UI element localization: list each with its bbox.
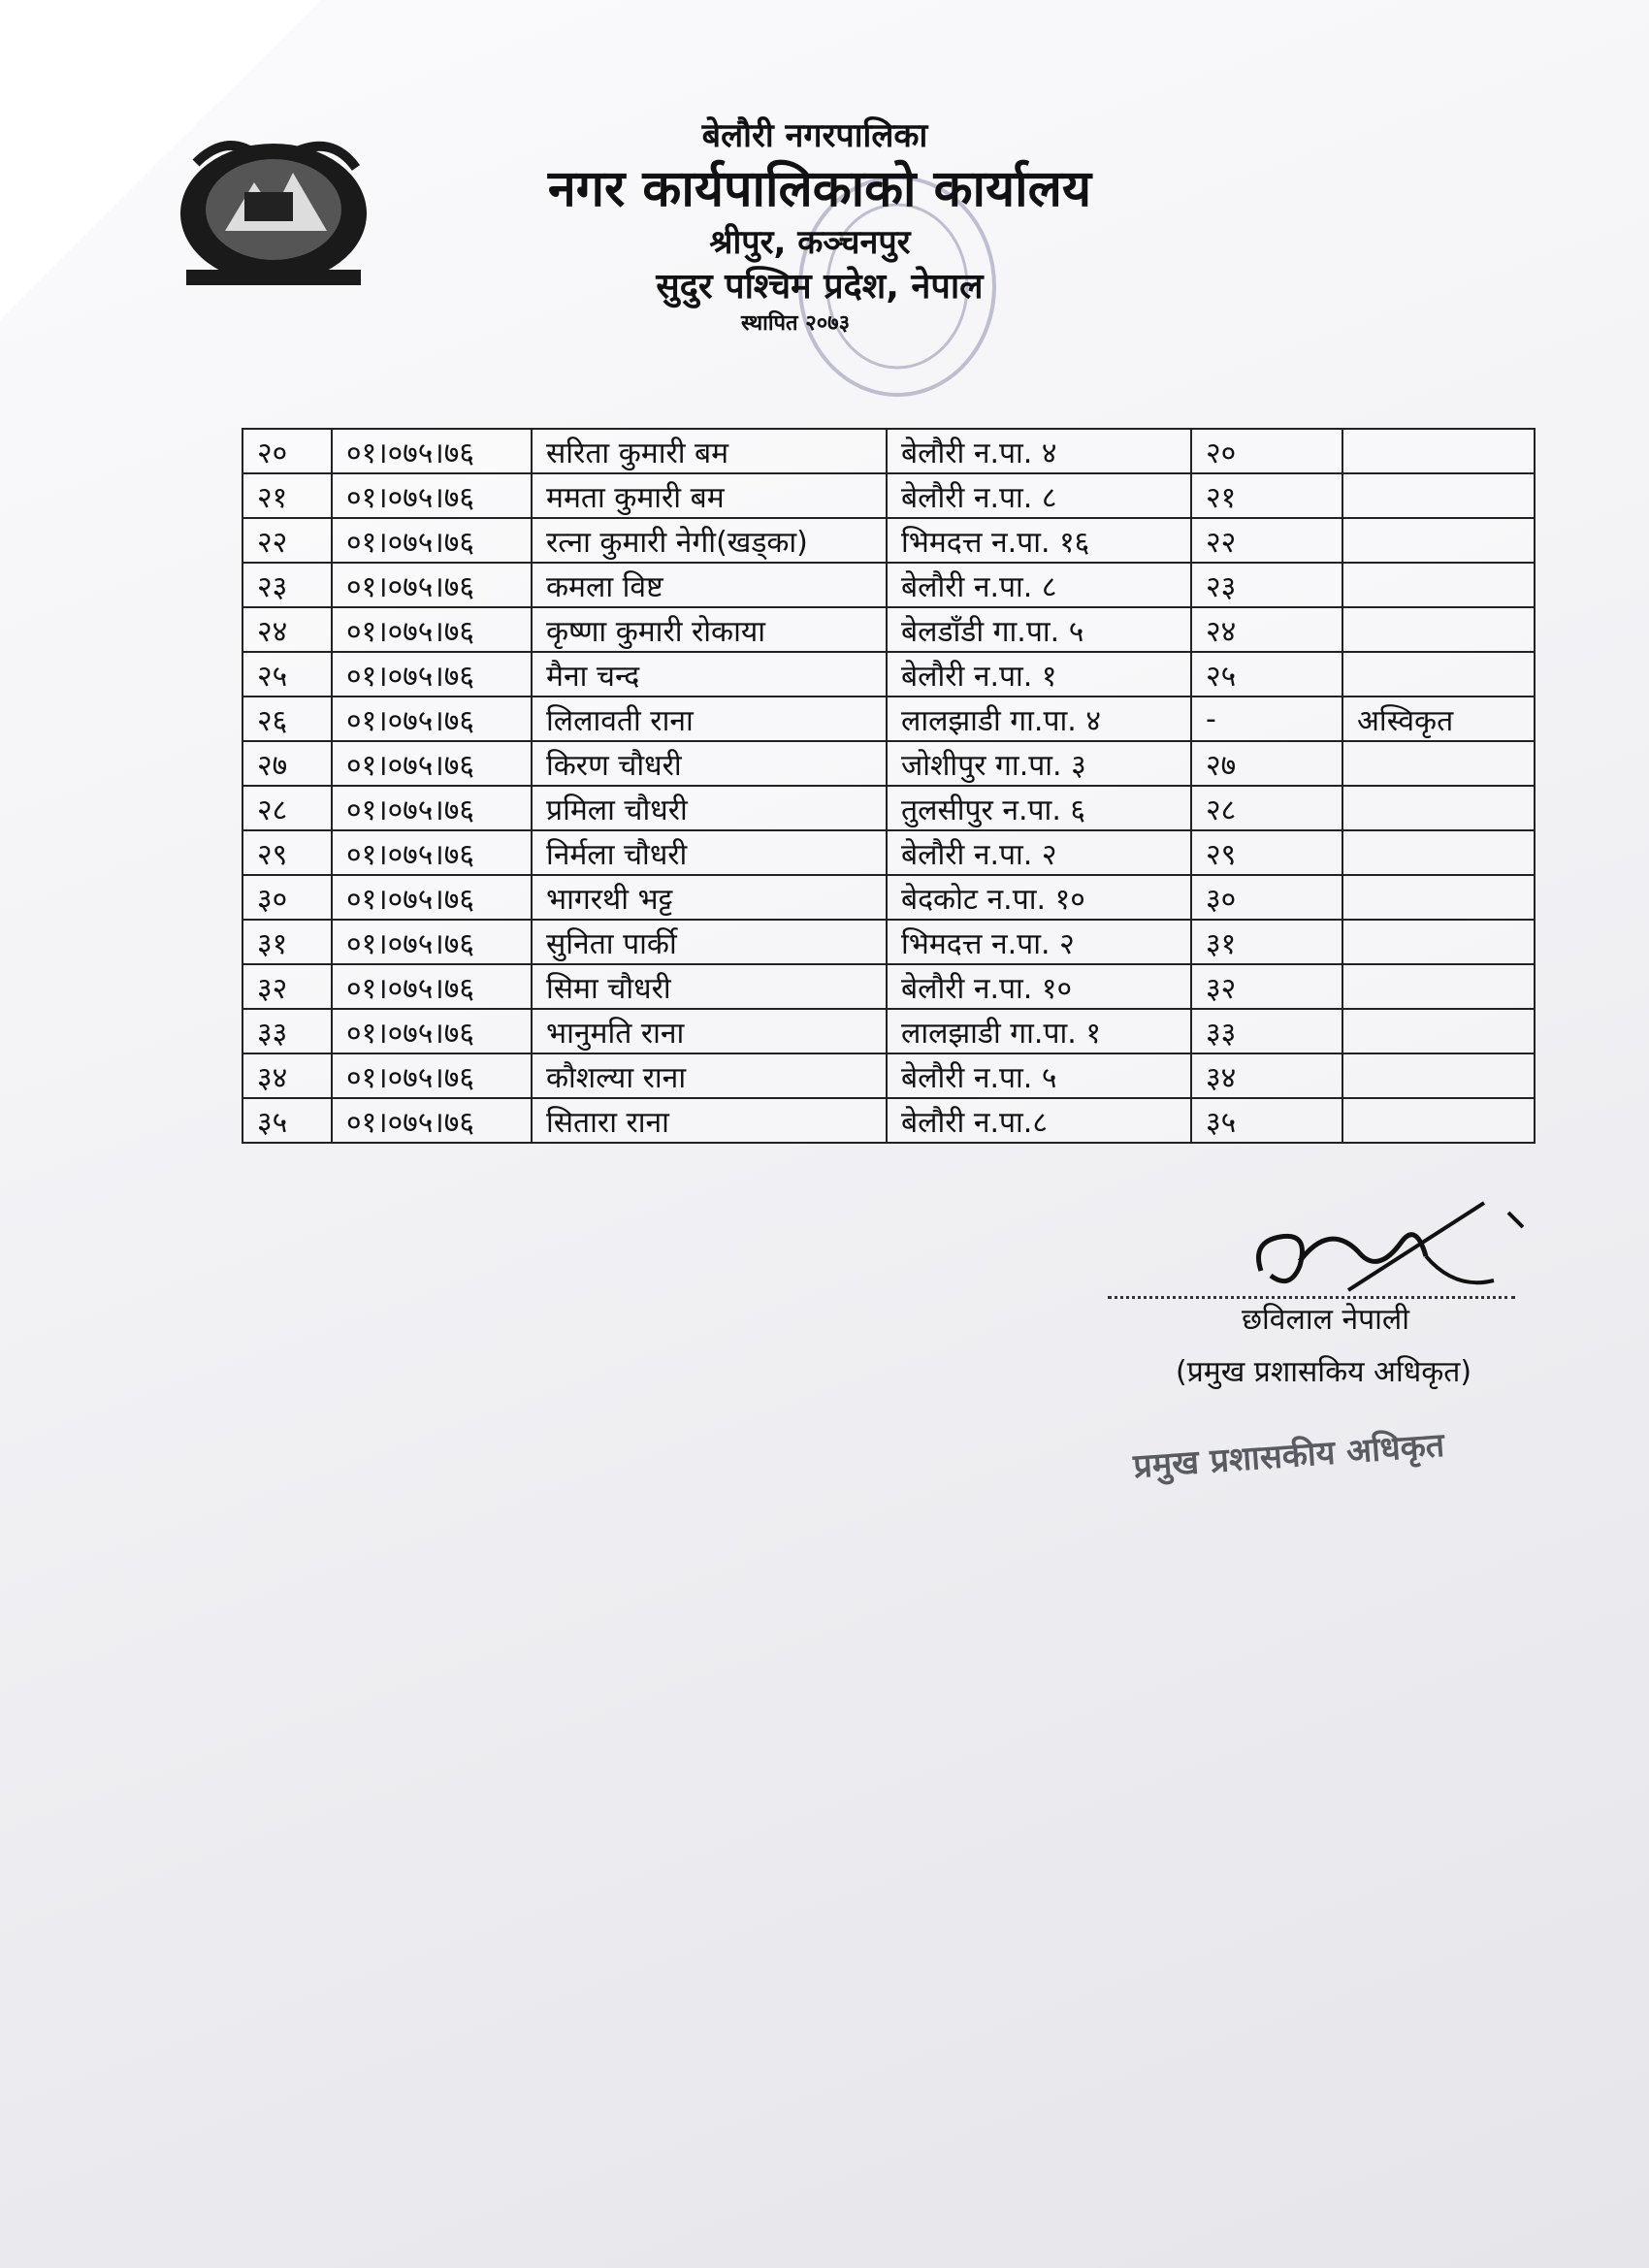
- table-row: [242, 473, 1535, 518]
- province-name: सुदुर पश्चिम प्रदेश, नेपाल: [656, 267, 984, 307]
- serial-number-cell: २५: [242, 652, 332, 697]
- applicant-table-body: [242, 429, 1535, 1143]
- table-row: [242, 786, 1535, 830]
- signatory-title: (प्रमुख प्रशासकिय अधिकृत): [1176, 1355, 1472, 1389]
- name-cell: रत्ना कुमारी नेगी(खड्का): [532, 518, 887, 563]
- name-cell: कमला विष्ट: [532, 563, 887, 607]
- applicant-table: [242, 428, 1536, 1144]
- date-cell: ०१।०७५।७६: [332, 563, 532, 607]
- name-cell: मैना चन्द: [532, 652, 887, 697]
- date-cell: ०१।०७५।७६: [332, 429, 532, 473]
- name-cell: सरिता कुमारी बम: [532, 429, 887, 473]
- address-cell: बेलडाँडी गा.पा. ५: [887, 607, 1191, 652]
- serial-number-cell: ३०: [242, 875, 332, 920]
- remark-cell: [1342, 830, 1535, 875]
- serial-number-cell: ३१: [242, 920, 332, 964]
- name-cell: भागरथी भट्ट: [532, 875, 887, 920]
- serial-number-cell: २३: [242, 563, 332, 607]
- municipality-name: बेलौरी नगरपालिका: [701, 116, 928, 155]
- remark-cell: [1342, 1053, 1535, 1098]
- serial-number-cell: ३५: [242, 1098, 332, 1143]
- name-cell: कौशल्या राना: [532, 1053, 887, 1098]
- address-cell: बेलौरी न.पा.८: [887, 1098, 1191, 1143]
- address-cell: बेलौरी न.पा. २: [887, 830, 1191, 875]
- code-cell: २९: [1191, 830, 1342, 875]
- address-cell: बेलौरी न.पा. १: [887, 652, 1191, 697]
- address-cell: जोशीपुर गा.पा. ३: [887, 741, 1191, 786]
- remark-cell: [1342, 473, 1535, 518]
- serial-number-cell: २६: [242, 697, 332, 741]
- date-cell: ०१।०७५।७६: [332, 875, 532, 920]
- address-cell: बेलौरी न.पा. ४: [887, 429, 1191, 473]
- remark-cell: [1342, 920, 1535, 964]
- office-address: श्रीपुर, कञ्चनपुर: [709, 223, 911, 262]
- office-name: नगर कार्यपालिकाको कार्यालय: [547, 160, 1092, 218]
- code-cell: ३४: [1191, 1053, 1342, 1098]
- remark-cell: [1342, 607, 1535, 652]
- remark-cell: [1342, 429, 1535, 473]
- remark-cell: [1342, 964, 1535, 1009]
- address-cell: बेलौरी न.पा. १०: [887, 964, 1191, 1009]
- date-cell: ०१।०७५।७६: [332, 741, 532, 786]
- date-cell: ०१।०७५।७६: [332, 652, 532, 697]
- table-row: [242, 697, 1535, 741]
- serial-number-cell: २०: [242, 429, 332, 473]
- serial-number-cell: २७: [242, 741, 332, 786]
- code-cell: २२: [1191, 518, 1342, 563]
- name-cell: ममता कुमारी बम: [532, 473, 887, 518]
- date-cell: ०१।०७५।७६: [332, 1009, 532, 1053]
- code-cell: २७: [1191, 741, 1342, 786]
- table-row: [242, 652, 1535, 697]
- official-stamp-text: प्रमुख प्रशासकीय अधिकृत: [1132, 1425, 1446, 1487]
- table-row: [242, 607, 1535, 652]
- code-cell: ३५: [1191, 1098, 1342, 1143]
- serial-number-cell: ३४: [242, 1053, 332, 1098]
- address-cell: बेदकोट न.पा. १०: [887, 875, 1191, 920]
- name-cell: प्रमिला चौधरी: [532, 786, 887, 830]
- date-cell: ०१।०७५।७६: [332, 473, 532, 518]
- date-cell: ०१।०७५।७६: [332, 1098, 532, 1143]
- table-row: [242, 1009, 1535, 1053]
- established-year: स्थापित २०७३: [740, 311, 851, 336]
- table-row: [242, 875, 1535, 920]
- table-row: [242, 518, 1535, 563]
- serial-number-cell: ३३: [242, 1009, 332, 1053]
- serial-number-cell: २४: [242, 607, 332, 652]
- nepal-emblem-icon: [167, 124, 378, 294]
- code-cell: २४: [1191, 607, 1342, 652]
- name-cell: भानुमति राना: [532, 1009, 887, 1053]
- date-cell: ०१।०७५।७६: [332, 920, 532, 964]
- name-cell: सुनिता पार्की: [532, 920, 887, 964]
- table-row: [242, 964, 1535, 1009]
- code-cell: ३०: [1191, 875, 1342, 920]
- table-row: [242, 1053, 1535, 1098]
- remark-cell: [1342, 1098, 1535, 1143]
- table-row: [242, 830, 1535, 875]
- code-cell: २०: [1191, 429, 1342, 473]
- date-cell: ०१।०७५।७६: [332, 830, 532, 875]
- name-cell: सिमा चौधरी: [532, 964, 887, 1009]
- name-cell: किरण चौधरी: [532, 741, 887, 786]
- code-cell: ३३: [1191, 1009, 1342, 1053]
- remark-cell: अस्विकृत: [1342, 697, 1535, 741]
- table-row: [242, 429, 1535, 473]
- date-cell: ०१।०७५।७६: [332, 518, 532, 563]
- name-cell: लिलावती राना: [532, 697, 887, 741]
- serial-number-cell: २२: [242, 518, 332, 563]
- code-cell: २३: [1191, 563, 1342, 607]
- date-cell: ०१।०७५।७६: [332, 607, 532, 652]
- code-cell: २८: [1191, 786, 1342, 830]
- name-cell: निर्मला चौधरी: [532, 830, 887, 875]
- remark-cell: [1342, 786, 1535, 830]
- address-cell: लालझाडी गा.पा. १: [887, 1009, 1191, 1053]
- serial-number-cell: २१: [242, 473, 332, 518]
- name-cell: कृष्णा कुमारी रोकाया: [532, 607, 887, 652]
- remark-cell: [1342, 652, 1535, 697]
- code-cell: २१: [1191, 473, 1342, 518]
- address-cell: लालझाडी गा.पा. ४: [887, 697, 1191, 741]
- table-row: [242, 920, 1535, 964]
- letterhead: [485, 114, 1222, 338]
- code-cell: -: [1191, 697, 1342, 741]
- address-cell: भिमदत्त न.पा. २: [887, 920, 1191, 964]
- date-cell: ०१।०७५।७६: [332, 964, 532, 1009]
- date-cell: ०१।०७५।७६: [332, 1053, 532, 1098]
- remark-cell: [1342, 1009, 1535, 1053]
- table-row: [242, 563, 1535, 607]
- serial-number-cell: ३२: [242, 964, 332, 1009]
- address-cell: भिमदत्त न.पा. १६: [887, 518, 1191, 563]
- remark-cell: [1342, 741, 1535, 786]
- code-cell: ३२: [1191, 964, 1342, 1009]
- serial-number-cell: २९: [242, 830, 332, 875]
- signatory-name: छविलाल नेपाली: [1242, 1303, 1410, 1337]
- serial-number-cell: २८: [242, 786, 332, 830]
- remark-cell: [1342, 518, 1535, 563]
- address-cell: बेलौरी न.पा. ८: [887, 563, 1191, 607]
- code-cell: ३१: [1191, 920, 1342, 964]
- remark-cell: [1342, 875, 1535, 920]
- remark-cell: [1342, 563, 1535, 607]
- date-cell: ०१।०७५।७६: [332, 697, 532, 741]
- code-cell: २५: [1191, 652, 1342, 697]
- address-cell: बेलौरी न.पा. ५: [887, 1053, 1191, 1098]
- table-row: [242, 741, 1535, 786]
- table-row: [242, 1098, 1535, 1143]
- address-cell: तुलसीपुर न.पा. ६: [887, 786, 1191, 830]
- date-cell: ०१।०७५।७६: [332, 786, 532, 830]
- address-cell: बेलौरी न.पा. ८: [887, 473, 1191, 518]
- name-cell: सितारा राना: [532, 1098, 887, 1143]
